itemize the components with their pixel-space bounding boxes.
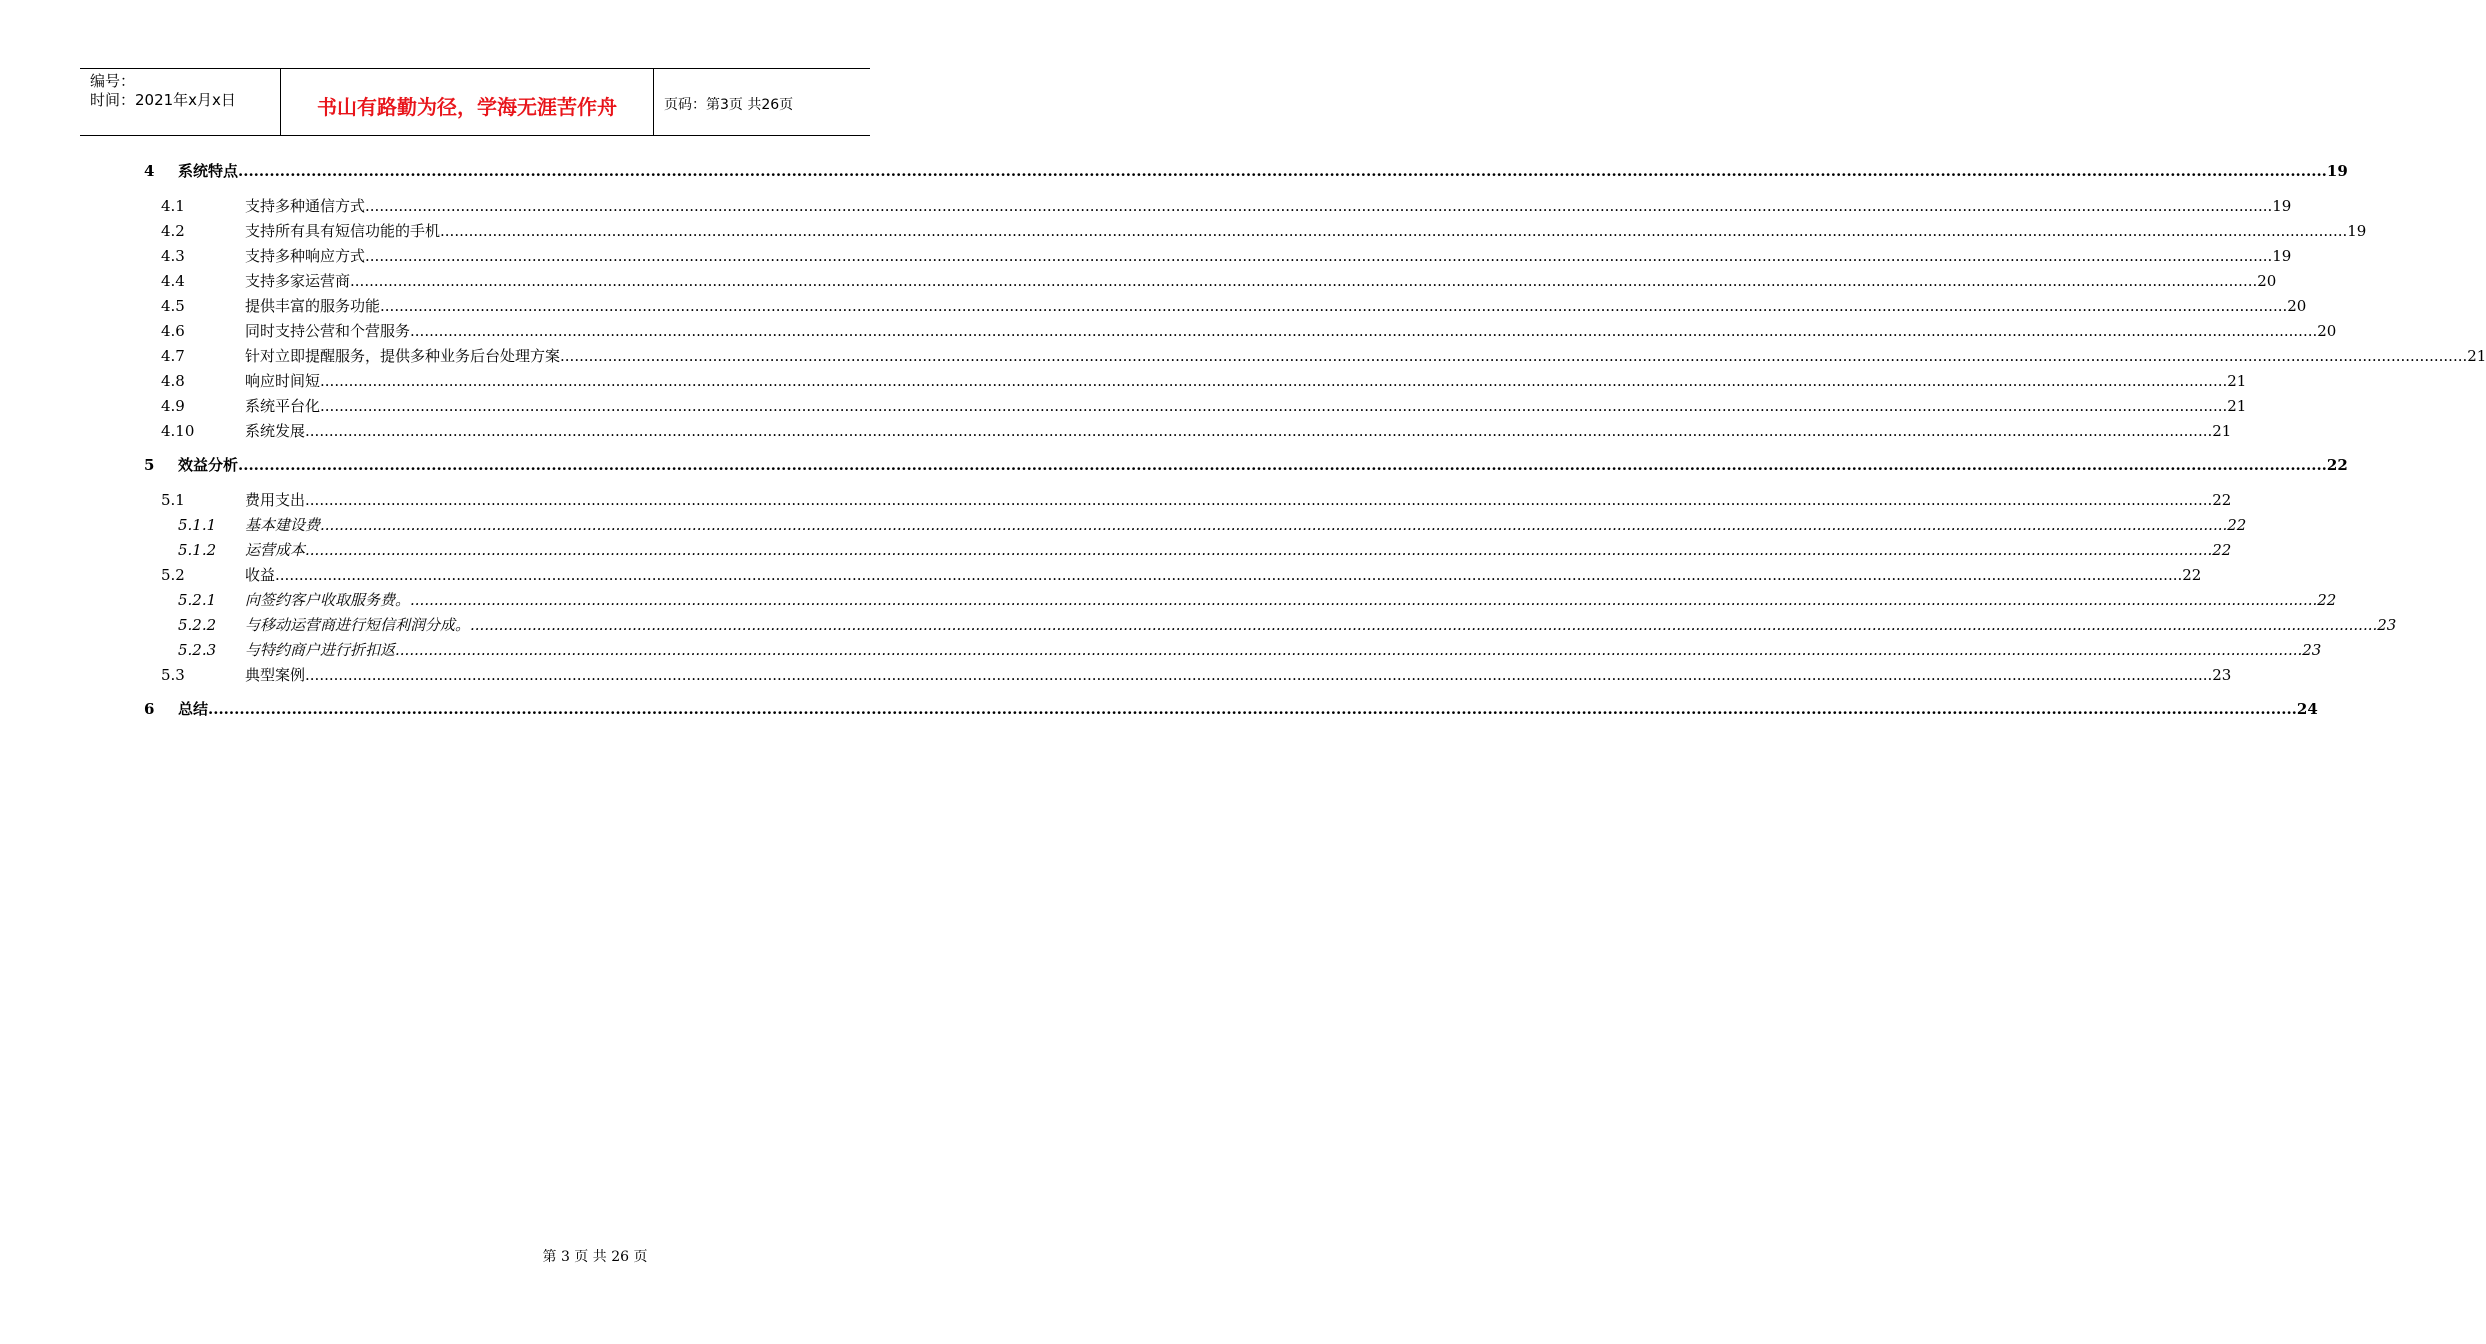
toc-entry-number: 5.2.2 (178, 615, 217, 634)
toc-entry-number: 5.2 (161, 565, 185, 584)
toc-entry-page: 21 (2227, 371, 2247, 390)
toc-entry[interactable] (0, 539, 2232, 561)
toc-entry-title: 收益 (245, 565, 276, 584)
toc-entry-number: 4.4 (161, 271, 185, 290)
toc-entry-page: 24 (2296, 700, 2318, 718)
toc-entry-page: 21 (2227, 396, 2247, 415)
toc-entry-title: 支持多种响应方式 (245, 246, 366, 265)
toc-entry-page: 20 (2257, 271, 2277, 290)
toc-entry-title: 费用支出 (245, 490, 306, 509)
toc-leader-dots: ................................................................................................................................................................................................................................................................................................................................................................................................................ (560, 346, 2468, 365)
toc-entry-title: 系统发展 (245, 421, 306, 440)
toc-entry-title: 同时支持公营和个营服务 (245, 321, 411, 340)
toc-entry-title: 系统特点 (178, 162, 239, 180)
toc-entry-page: 23 (2377, 615, 2397, 634)
toc-leader-dots: ................................................................................................................................................................................................................................................................................................................................................................................................................ (365, 246, 2273, 265)
toc-entry-line (178, 160, 2348, 182)
toc-leader-dots: ................................................................................................................................................................................................................................................................................................................................................................................................................ (305, 540, 2213, 559)
toc-entry-line (245, 320, 2337, 342)
toc-entry-title: 运营成本 (245, 540, 306, 559)
toc-entry-line (245, 489, 2232, 511)
toc-entry-page: 19 (2347, 221, 2367, 240)
toc-entry-number: 4.10 (161, 421, 195, 440)
toc-entry-title: 系统平台化 (245, 396, 321, 415)
toc-entry-line (178, 698, 2318, 720)
toc-entry-number: 6 (144, 700, 155, 718)
toc-entry-line (245, 639, 2322, 661)
toc-leader-dots: ................................................................................................................................................................................................................................................................................................................................................................................................................ (410, 321, 2318, 340)
toc-entry-page: 23 (2212, 665, 2232, 684)
toc-entry[interactable] (0, 220, 2367, 242)
toc-entry-title: 效益分析 (178, 456, 239, 474)
toc-entry[interactable] (0, 564, 2202, 586)
time-label: 时间：2021年x月x日 (90, 91, 236, 109)
toc-entry-number: 5.2.3 (178, 640, 217, 659)
toc-entry-line (245, 614, 2397, 636)
header-page-info: 页码：第3页 共26页 (664, 97, 794, 113)
toc-leader-dots: ................................................................................................................................................................................................................................................................................................................................................................................................................ (470, 615, 2378, 634)
toc-entry[interactable] (0, 420, 2232, 442)
toc-entry-title: 总结 (178, 700, 209, 718)
toc-entry-page: 20 (2317, 321, 2337, 340)
toc-entry-line (245, 295, 2307, 317)
toc-entry-page: 22 (2212, 490, 2232, 509)
toc-entry-number: 4.2 (161, 221, 185, 240)
toc-entry[interactable] (0, 160, 2348, 182)
toc-entry-number: 4.1 (161, 196, 185, 215)
toc-entry-page: 23 (2302, 640, 2322, 659)
toc-entry[interactable] (0, 514, 2247, 536)
toc-entry-line (178, 454, 2348, 476)
toc-entry[interactable] (0, 489, 2232, 511)
toc-entry-line (245, 245, 2292, 267)
toc-entry-line (245, 370, 2247, 392)
toc-entry-line (245, 220, 2367, 242)
toc-entry-title: 支持多家运营商 (245, 271, 351, 290)
toc-entry-page: 22 (2227, 515, 2247, 534)
toc-leader-dots: ................................................................................................................................................................................................................................................................................................................................................................................................................ (395, 640, 2303, 659)
toc-entry-title: 基本建设费 (245, 515, 321, 534)
toc-leader-dots: ................................................................................................................................................................................................................................................................................................................................................................................................................ (305, 490, 2213, 509)
toc-leader-dots: ................................................................................................................................................................................................................................................................................................................................................................................................................ (365, 196, 2273, 215)
toc-entry[interactable] (0, 370, 2247, 392)
toc-entry[interactable] (0, 245, 2292, 267)
toc-leader-dots: ................................................................................................................................................................................................................................................................................................................................................................................................................ (238, 162, 2327, 180)
toc-entry-line (245, 539, 2232, 561)
toc-entry-page: 22 (2182, 565, 2202, 584)
toc-entry-title: 与特约商户进行折扣返 (245, 640, 396, 659)
toc-entry[interactable] (0, 698, 2318, 720)
toc-entry-title: 响应时间短 (245, 371, 321, 390)
toc-entry-line (245, 195, 2292, 217)
toc-entry-title: 支持多种通信方式 (245, 196, 366, 215)
toc-entry-page: 22 (2317, 590, 2337, 609)
toc-entry[interactable] (0, 295, 2307, 317)
toc-entry-page: 21 (2467, 346, 2486, 365)
toc-entry-number: 5.1 (161, 490, 185, 509)
toc-entry-number: 5 (144, 456, 155, 474)
toc-entry-page: 22 (2326, 456, 2348, 474)
toc-entry-line (245, 345, 2486, 367)
toc-entry[interactable] (0, 664, 2232, 686)
toc-leader-dots: ................................................................................................................................................................................................................................................................................................................................................................................................................ (208, 700, 2297, 718)
page-footer: 第 3 页 共 26 页 (542, 1249, 648, 1265)
toc-entry-title: 与移动运营商进行短信利润分成。 (245, 615, 471, 634)
toc-entry-number: 4 (144, 162, 155, 180)
toc-entry[interactable] (0, 454, 2348, 476)
toc-entry-line (245, 395, 2247, 417)
header-motto: 书山有路勤为径，学海无涯苦作舟 (317, 95, 617, 119)
toc-entry-line (245, 514, 2247, 536)
toc-entry[interactable] (0, 320, 2337, 342)
toc-entry-title: 向签约客户收取服务费。 (245, 590, 411, 609)
toc-entry-line (245, 270, 2277, 292)
toc-entry[interactable] (0, 270, 2277, 292)
toc-entry-number: 4.9 (161, 396, 185, 415)
serial-label: 编号： (90, 72, 136, 90)
toc-entry-page: 19 (2272, 246, 2292, 265)
toc-entry[interactable] (0, 195, 2292, 217)
toc-leader-dots: ................................................................................................................................................................................................................................................................................................................................................................................................................ (410, 590, 2318, 609)
toc-entry-line (245, 664, 2232, 686)
toc-leader-dots: ................................................................................................................................................................................................................................................................................................................................................................................................................ (350, 271, 2258, 290)
toc-entry-page: 22 (2212, 540, 2232, 559)
toc-entry[interactable] (0, 589, 2337, 611)
toc-leader-dots: ................................................................................................................................................................................................................................................................................................................................................................................................................ (305, 421, 2213, 440)
toc-entry-page: 20 (2287, 296, 2307, 315)
toc-leader-dots: ................................................................................................................................................................................................................................................................................................................................................................................................................ (238, 456, 2327, 474)
toc-entry[interactable] (0, 395, 2247, 417)
toc-entry-number: 4.5 (161, 296, 185, 315)
toc-entry-number: 5.2.1 (178, 590, 217, 609)
toc-entry[interactable] (0, 639, 2322, 661)
toc-entry-number: 4.6 (161, 321, 185, 340)
toc-leader-dots: ................................................................................................................................................................................................................................................................................................................................................................................................................ (440, 221, 2348, 240)
toc-entry-number: 4.3 (161, 246, 185, 265)
toc-entry-line (245, 564, 2202, 586)
toc-leader-dots: ................................................................................................................................................................................................................................................................................................................................................................................................................ (320, 396, 2228, 415)
toc-leader-dots: ................................................................................................................................................................................................................................................................................................................................................................................................................ (275, 565, 2183, 584)
toc-entry-title: 典型案例 (245, 665, 306, 684)
toc-entry-title: 针对立即提醒服务，提供多种业务后台处理方案 (245, 346, 561, 365)
toc-entry-number: 4.8 (161, 371, 185, 390)
toc-entry-page: 19 (2272, 196, 2292, 215)
toc-entry-page: 19 (2326, 162, 2348, 180)
toc-entry[interactable] (0, 614, 2397, 636)
toc-entry-number: 4.7 (161, 346, 185, 365)
toc-leader-dots: ................................................................................................................................................................................................................................................................................................................................................................................................................ (305, 665, 2213, 684)
toc-entry[interactable] (0, 345, 2486, 367)
toc-entry-page: 21 (2212, 421, 2232, 440)
toc-entry-number: 5.1.2 (178, 540, 217, 559)
toc-entry-number: 5.1.1 (178, 515, 217, 534)
toc-entry-number: 5.3 (161, 665, 185, 684)
toc-entry-line (245, 589, 2337, 611)
toc-leader-dots: ................................................................................................................................................................................................................................................................................................................................................................................................................ (320, 371, 2228, 390)
toc-leader-dots: ................................................................................................................................................................................................................................................................................................................................................................................................................ (320, 515, 2228, 534)
toc-entry-title: 支持所有具有短信功能的手机 (245, 221, 441, 240)
toc-entry-title: 提供丰富的服务功能 (245, 296, 381, 315)
toc-entry-line (245, 420, 2232, 442)
toc-leader-dots: ................................................................................................................................................................................................................................................................................................................................................................................................................ (380, 296, 2288, 315)
